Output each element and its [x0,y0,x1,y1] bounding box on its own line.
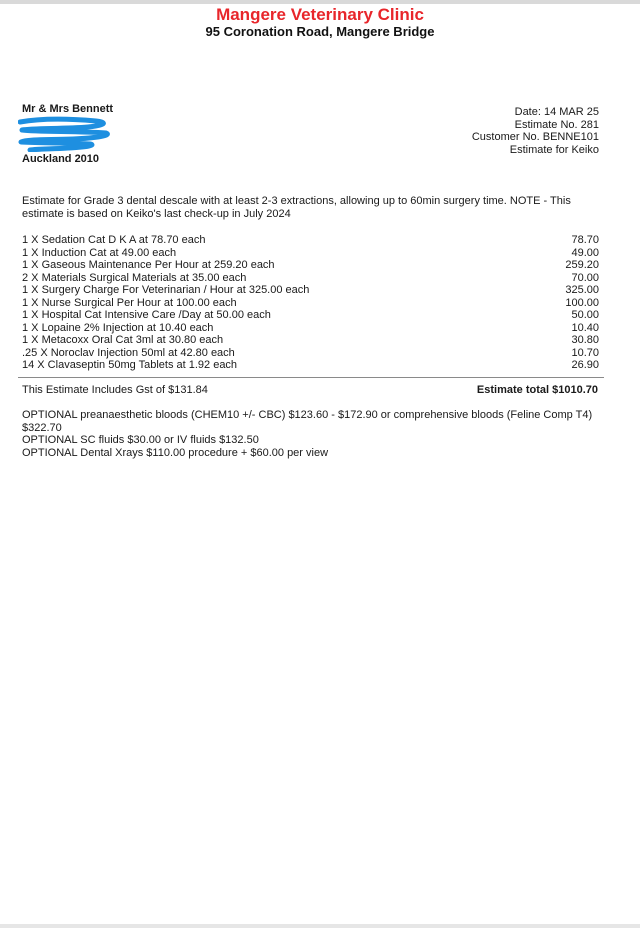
gst-note: This Estimate Includes Gst of $131.84 [22,384,208,396]
line-item-amount: 49.00 [571,246,599,259]
line-item-amount: 70.00 [571,271,599,284]
customer-number: Customer No. BENNE101 [471,131,599,144]
line-item-amount: 10.70 [571,346,599,359]
line-item-amount: 10.40 [571,321,599,334]
line-item [22,234,599,247]
line-item-description: 1 X Induction Cat at 49.00 each [22,246,177,259]
estimate-for: Estimate for Keiko [509,143,599,156]
top-edge [0,0,640,4]
line-item [22,259,599,272]
optional-line: OPTIONAL Dental Xrays $110.00 procedure + $60.00 per view [22,446,329,459]
line-item [22,359,599,372]
clinic-address: 95 Coronation Road, Mangere Bridge [205,24,435,39]
line-item-description: 1 X Lopaine 2% Injection at 10.40 each [22,321,214,334]
line-item-description: 14 X Clavaseptin 50mg Tablets at 1.92 each [22,359,238,371]
estimate-number: Estimate No. 281 [514,118,599,131]
line-item-description: 1 X Metacoxx Oral Cat 3ml at 30.80 each [22,334,224,346]
line-item [22,284,599,297]
line-item-amount: 259.20 [565,259,599,271]
optional-extras [22,409,602,459]
line-item-description: 1 X Gaseous Maintenance Per Hour at 259.20 each [22,259,275,271]
optional-line: OPTIONAL preanaesthetic bloods (CHEM10 +/- CBC) $123.60 - $172.90 or comprehensive bloods (Feline Comp T4) $322.70 [22,409,593,434]
line-item [22,297,599,310]
estimate-total: Estimate total $1010.70 [476,384,598,396]
bottom-edge [0,924,640,928]
line-item-amount: 78.70 [571,234,599,246]
line-item-amount: 26.90 [571,359,599,371]
line-item-description: 1 X Hospital Cat Intensive Care /Day at 50.00 each [22,309,271,321]
optional-line: OPTIONAL SC fluids $30.00 or IV fluids $132.50 [22,434,259,446]
divider [18,377,604,378]
line-item [22,322,599,335]
line-item-amount: 50.00 [571,309,599,321]
estimate-meta [339,106,599,156]
customer-name: Mr & Mrs Bennett [22,103,114,115]
line-item-description: 1 X Surgery Charge For Veterinarian / Hour at 325.00 each [22,284,310,296]
estimate-description: Estimate for Grade 3 dental descale with at least 2-3 extractions, allowing up to 60min surgery time. NOTE - This estimate is based on Keiko's last check-up in July 2024 [22,195,571,220]
line-item-description: 2 X Materials Surgical Materials at 35.00 each [22,271,247,284]
line-item-amount: 100.00 [565,296,599,309]
customer-city: Auckland 2010 [22,153,100,165]
line-item [22,247,599,260]
line-item [22,309,599,322]
line-item-description: 1 X Sedation Cat D K A at 78.70 each [22,234,206,246]
clinic-name: Mangere Veterinary Clinic [216,5,424,24]
redaction-scribble [18,116,112,152]
line-item-description: 1 X Nurse Surgical Per Hour at 100.00 each [22,296,237,309]
line-item [22,334,599,347]
line-item-amount: 30.80 [571,334,599,346]
line-item-amount: 325.00 [565,284,599,296]
line-item-description: .25 X Noroclav Injection 50ml at 42.80 each [22,346,235,359]
line-item [22,347,599,360]
estimate-date: Date: 14 MAR 25 [514,106,599,118]
line-items [22,234,599,372]
line-item [22,272,599,285]
